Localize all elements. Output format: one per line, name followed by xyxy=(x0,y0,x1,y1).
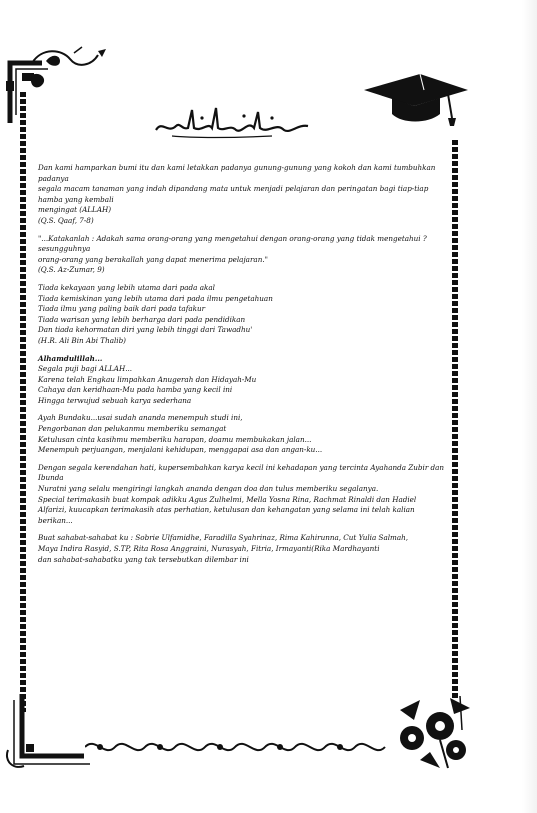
verse-reference: (Q.S. Az-Zumar, 9) xyxy=(38,265,105,275)
hadith-reference: (H.R. Ali Bin Abi Thalib) xyxy=(38,335,126,345)
text-line: Alfarizi, kuucapkan terimakasih atas perhatian, ketulusan dan kehangatan yang selama ini telah kalian berikan... xyxy=(38,505,415,525)
text-line: dan sahabat-sahabatku yang tak tersebutkan dilembar ini xyxy=(38,554,249,564)
dedication-text xyxy=(38,163,450,572)
text-line: Pengorbanan dan pelukanmu memberiku semangat xyxy=(38,424,227,434)
basmalah-calligraphy xyxy=(152,100,312,140)
text-line: "...Katakanlah : Adakah sama orang-orang yang mengetahui dengan orang-orang yang tidak mengetahui ? sesungguhnya xyxy=(38,233,427,254)
text-line: Tiada warisan yang lebih berharga dari pada pendidikan xyxy=(38,314,246,324)
basmalah-icon xyxy=(152,100,312,140)
graduation-cap-icon xyxy=(362,68,470,130)
text-line: Ketulusan cinta kasihmu memberiku harapan, doamu membukakan jalan... xyxy=(38,434,312,444)
text-line: Segala puji bagi ALLAH... xyxy=(38,364,133,374)
text-line: mengingat (ALLAH) xyxy=(38,205,112,215)
parents-paragraph xyxy=(38,413,450,455)
text-line: segala macam tanaman yang indah dipandang mata untuk menjadi pelajaran dan peringatan bagi tiap-tiap hamba yang kembali xyxy=(38,184,429,204)
flower-bouquet-icon xyxy=(390,690,478,770)
text-line: Alhamdulillah... xyxy=(38,353,103,363)
text-line: Tiada ilmu yang paling baik dari pada tafakur xyxy=(38,304,206,314)
quran-verse-qaaf xyxy=(38,163,450,227)
text-line: Maya Indira Rasyid, S.TP, Rita Rosa Anggraini, Nurasyah, Fitria, Irmayanti(Rika Mardhayanti xyxy=(38,544,380,553)
text-line: Dan tiada kehormatan diri yang lebih tinggi dari Tawadhu' xyxy=(38,325,253,335)
verse-reference: (Q.S. Qaaf, 7-8) xyxy=(38,215,94,225)
text-line: Ayah Bundaku...usai sudah ananda menempuh studi ini, xyxy=(38,413,243,423)
text-line: Cahaya dan keridhaan-Mu pada hamba yang kecil ini xyxy=(38,385,233,395)
text-line: Tiada kemiskinan yang lebih utama dari pada ilmu pengetahuan xyxy=(38,293,273,303)
text-line: Nuratni yang selalu mengiringi langkah ananda dengan doa dan tulus memberiku segalanya. xyxy=(38,484,379,494)
text-line: Buat sahabat-sahabat ku : Sobrie Ulfamidhe, Faradilla Syahrinaz, Rima Kahirunna, Cut Yulia Salmah, xyxy=(38,533,409,543)
right-border xyxy=(452,140,458,700)
text-line: orang-orang yang berakallah yang dapat menerima pelajaran." xyxy=(38,254,268,264)
text-line: Dengan segala kerendahan hati, kupersembahkan karya kecil ini kehadapan yang tercinta Ayahanda Zubir dan Ibunda xyxy=(38,462,445,483)
text-line: Special terimakasih buat kompak adikku Agus Zulhelmi, Mella Yosna Rina, Rachmat Rinaldi dan Hadiel xyxy=(38,494,417,504)
left-border xyxy=(20,92,26,712)
quran-verse-azzumar xyxy=(38,234,450,276)
text-line: Karena telah Engkau limpahkan Anugerah dan Hidayah-Mu xyxy=(38,374,257,384)
floral-corner-icon xyxy=(4,690,94,770)
text-line: Menempuh perjuangan, menjalani kehidupan, menggapai asa dan angan-ku... xyxy=(38,445,323,455)
friends-paragraph xyxy=(38,533,450,565)
text-line: Dan kami hamparkan bumi itu dan kami letakkan padanya gunung-gunung yang kokoh dan kami tumbuhkan padanya xyxy=(38,163,436,183)
scroll-border-icon xyxy=(85,736,395,758)
text-line: Hingga terwujud sebuah karya sederhana xyxy=(38,395,192,405)
family-dedication-paragraph xyxy=(38,463,450,527)
hadith-quote xyxy=(38,283,450,347)
page-edge-shadow xyxy=(522,0,537,813)
gratitude-paragraph xyxy=(38,354,450,407)
text-line: Tiada kekayaan yang lebih utama dari pada akal xyxy=(38,282,215,292)
